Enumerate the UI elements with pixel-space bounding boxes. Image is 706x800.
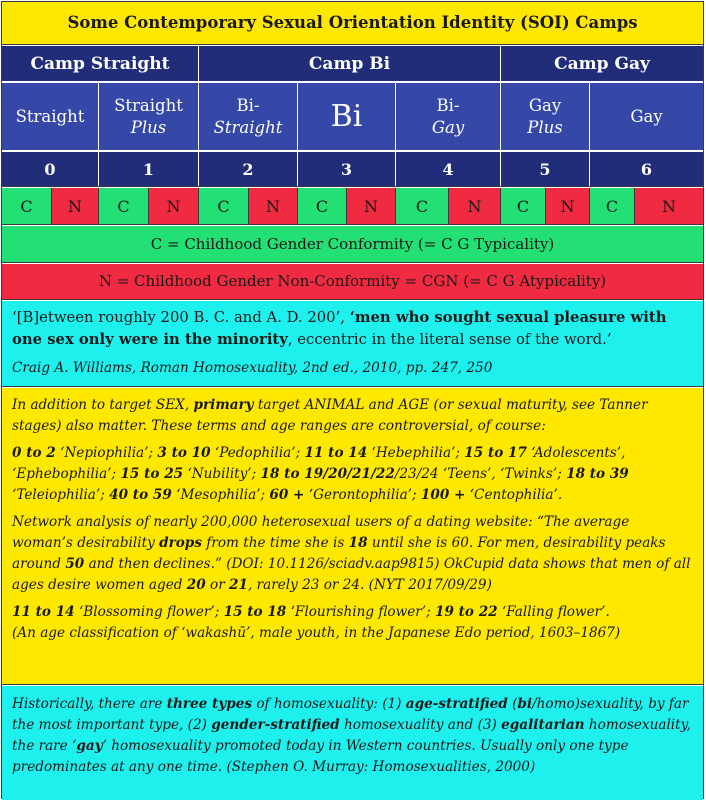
scale-number: 0 xyxy=(2,152,99,186)
history-box xyxy=(2,686,703,800)
cell-n: N xyxy=(249,188,298,224)
soi-camps-chart xyxy=(1,1,704,799)
label-gay: Gay xyxy=(630,106,663,126)
label-straight: Straight xyxy=(2,83,99,150)
orientation-labels-row xyxy=(2,83,703,151)
scale-number: 2 xyxy=(199,152,298,186)
flower-classification: 11 to 14 ‘Blossoming flower’; 15 to 18 ‘Flourishing flower’; 19 to 22 ‘Falling flower’. (An age classification of ‘wakashū’, male youth, in the Japanese Edo period, 1603–1867) xyxy=(12,604,621,641)
label-bi-straight: Bi- Straight xyxy=(199,83,298,150)
label-bi: Bi xyxy=(298,83,396,150)
age-terms-box xyxy=(2,388,703,685)
cell-c: C xyxy=(590,188,635,224)
age-intro: In addition to target SEX, primary target ANIMAL and AGE (or sexual maturity, see Tanner stages) also matter. These terms and age ranges are controversial, of course: xyxy=(12,397,648,434)
network-analysis: Network analysis of nearly 200,000 heterosexual users of a dating website: “The average woman’s desirability drops from the time she is 18 until she is 60. For men, desirability peaks around 50 and then declines.” (DOI: 10.1126/sciadv.aap9815) OkCupid data shows that men of all ages desire women aged 20 or 21, rarely 23 or 24. (NYT 2017/09/29) xyxy=(12,514,691,593)
label-gay-plus: Gay Plus xyxy=(501,83,590,150)
cell-n: N xyxy=(149,188,199,224)
cell-c: C xyxy=(396,188,449,224)
scale-number: 1 xyxy=(99,152,199,186)
camp-gay: Camp Gay xyxy=(554,53,650,74)
c-definition: C = Childhood Gender Conformity (= C G Typicality) xyxy=(2,226,703,263)
cell-n: N xyxy=(449,188,501,224)
camp-straight: Camp Straight xyxy=(2,46,199,81)
cell-c: C xyxy=(298,188,347,224)
scale-numbers-row xyxy=(2,152,703,187)
camps-row xyxy=(2,46,703,82)
cell-c: C xyxy=(501,188,546,224)
label-straight-plus: Straight Plus xyxy=(99,83,199,150)
age-ranges: 0 to 2 ‘Nepiophilia’; 3 to 10 ‘Pedophilia’; 11 to 14 ‘Hebephilia’; 15 to 17 ‘Adolescents’, ‘Ephebophilia’; 15 to 25 ‘Nubility’; 18 to 19/20/21/22/23/24 ‘Teens’, ‘Twinks’; 18 to 39 ‘Teleiophilia’; 40 to 59 ‘Mesophilia’; 60 + ‘Gerontophilia’; 100 + ‘Centophilia’. xyxy=(12,445,629,503)
cell-c: C xyxy=(2,188,52,224)
conformity-row xyxy=(2,188,703,225)
cell-n: N xyxy=(52,188,99,224)
cell-c: C xyxy=(199,188,249,224)
quote-text: ‘[B]etween roughly 200 B. C. and A. D. 200’, ‘men who sought sexual pleasure with one sex only were in the minority, eccentric in the literal sense of the word.’ xyxy=(12,309,667,348)
cell-n: N xyxy=(546,188,590,224)
scale-number: 6 xyxy=(640,159,653,179)
scale-number: 3 xyxy=(298,152,396,186)
history-text: Historically, there are three types of homosexuality: (1) age-stratified (bi/homo)sexuality, by far the most important type, (2) gender-stratified homosexuality and (3) egalitarian homosexuality, the rare ‘gay’ homosexuality promoted today in Western countries. Usually only one type predominates at any one time. (Stephen O. Murray: Homosexualities, 2000) xyxy=(12,696,691,775)
cell-n: N xyxy=(635,188,703,224)
page-title: Some Contemporary Sexual Orientation Identity (SOI) Camps xyxy=(2,2,703,45)
scale-number: 5 xyxy=(501,152,590,186)
williams-quote-box xyxy=(2,301,703,387)
cell-n: N xyxy=(347,188,396,224)
quote-citation: Craig A. Williams, Roman Homosexuality, 2nd ed., 2010, pp. 247, 250 xyxy=(12,360,493,376)
cell-c: C xyxy=(99,188,149,224)
label-bi-gay: Bi- Gay xyxy=(396,83,501,150)
camp-bi: Camp Bi xyxy=(199,46,501,81)
n-definition: N = Childhood Gender Non-Conformity = CGN (= C G Atypicality) xyxy=(2,264,703,300)
scale-number: 4 xyxy=(396,152,501,186)
